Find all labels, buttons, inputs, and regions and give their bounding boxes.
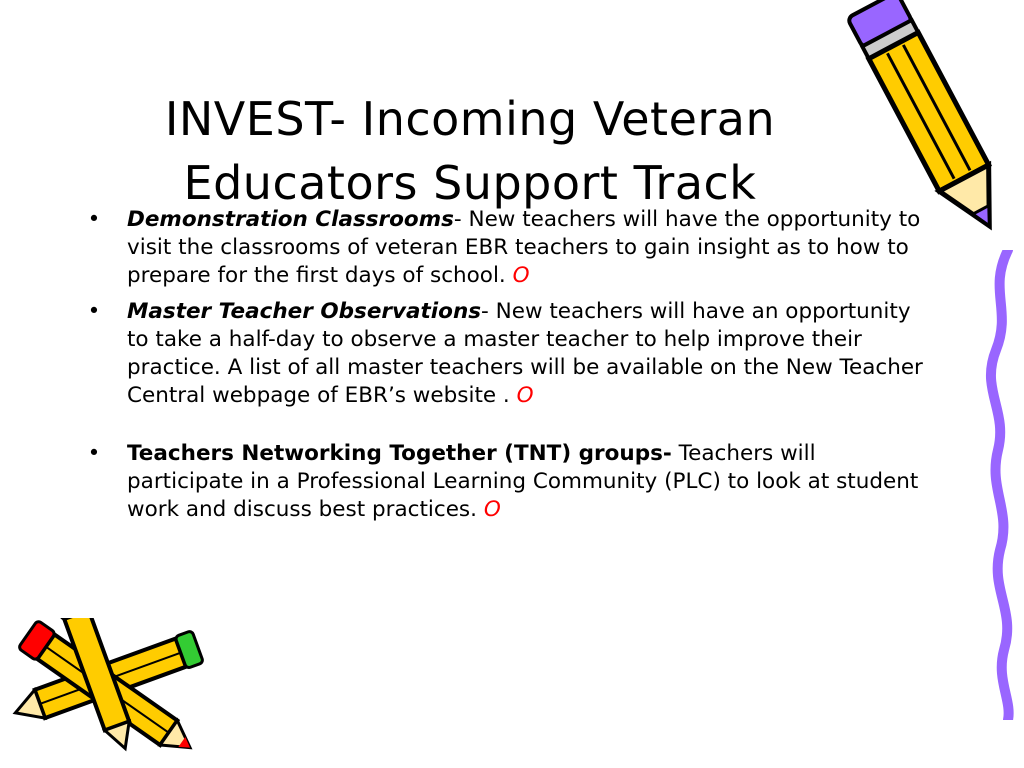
slide-title bbox=[60, 87, 880, 215]
bullet-item bbox=[84, 440, 934, 524]
bullet-marker: • bbox=[87, 207, 101, 232]
crossed-pencils-icon bbox=[0, 618, 210, 768]
bullet-marker: • bbox=[87, 441, 101, 466]
bullet-text: Teachers will participate in a Professional Learning Community (PLC) to look at student work and discuss best practices. bbox=[127, 441, 919, 522]
bullet-code: O bbox=[512, 263, 530, 288]
bullet-code: O bbox=[483, 497, 501, 522]
bullet-term: Teachers Networking Together (TNT) groups- bbox=[127, 441, 672, 466]
bullet-term: Demonstration Classrooms bbox=[127, 207, 454, 232]
bullet-code: O bbox=[516, 383, 534, 408]
bullet-list bbox=[84, 206, 934, 532]
bullet-text: - New teachers will have the opportunity to visit the classrooms of veteran EBR teachers to gain insight as to how to prepare for the first days of school. bbox=[127, 207, 921, 288]
title-line-2: Educators Support Track bbox=[183, 155, 757, 210]
bullet-item bbox=[84, 298, 934, 410]
bullet-text: - New teachers will have an opportunity to take a half-day to observe a master teacher to help improve their practice. A list of all master teachers will be available on the New Teacher Central webpage of EBR’s website . bbox=[127, 299, 923, 408]
title-line-1: INVEST- Incoming Veteran bbox=[164, 91, 776, 146]
bullet-marker: • bbox=[87, 299, 101, 324]
wavy-ribbon-icon bbox=[968, 250, 1024, 720]
bullet-term: Master Teacher Observations bbox=[127, 299, 482, 324]
bullet-item bbox=[84, 206, 934, 290]
